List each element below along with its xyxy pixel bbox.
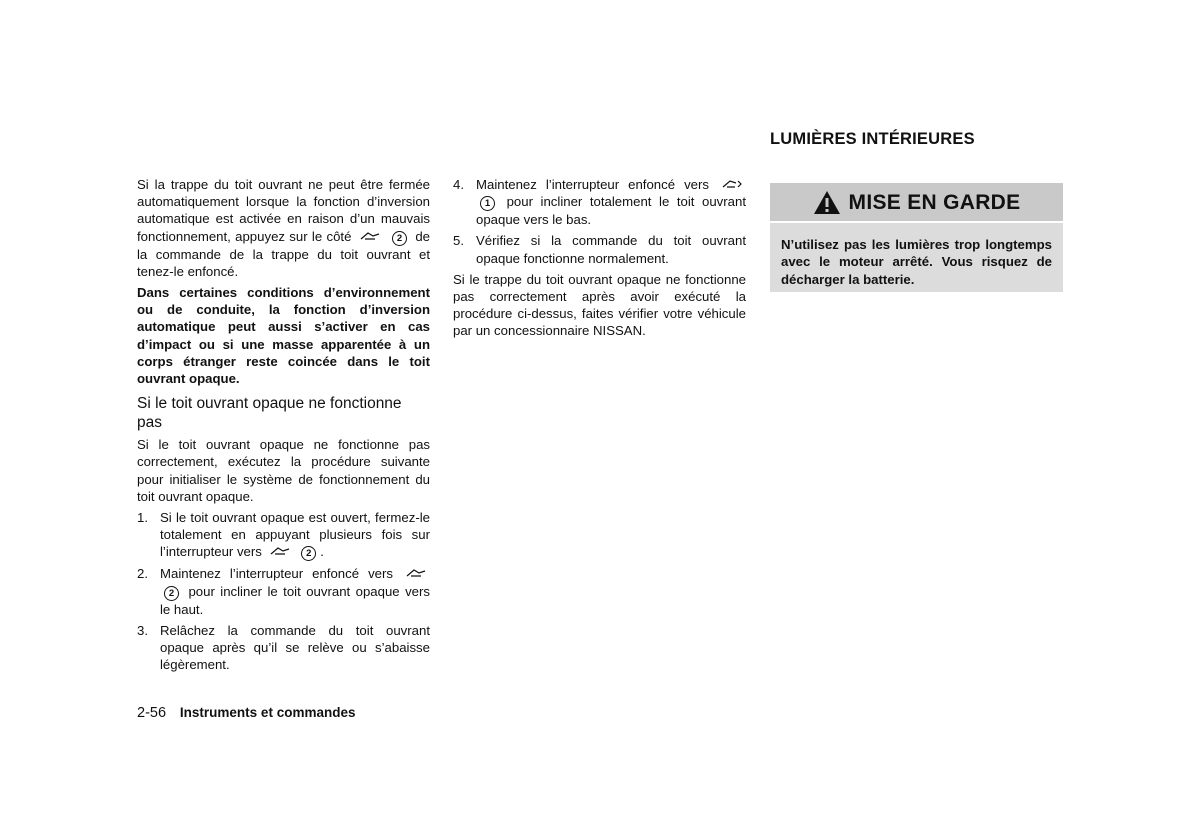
step-text: Maintenez l’interrupteur enfoncé vers	[476, 177, 709, 192]
list-item	[137, 622, 430, 674]
paragraph-text: de la commande de la trappe du toit ouvrant et tenez-le enfoncé.	[137, 228, 431, 279]
step-text: Si le toit ouvrant opaque est ouvert, fermez-le totalement en appuyant plusieurs fois sur l’interrupteur vers	[160, 510, 430, 560]
step-text: pour incliner le toit ouvrant opaque vers le haut.	[160, 583, 430, 617]
warning-box	[770, 183, 1063, 292]
step-number: 5.	[453, 233, 464, 249]
circled-number: 1	[480, 196, 495, 211]
step-number: 3.	[137, 622, 148, 638]
roof-tilt-switch-icon	[359, 230, 381, 242]
left-column	[137, 176, 430, 677]
circled-number: 2	[392, 231, 407, 246]
closing-paragraph: Si le trappe du toit ouvrant opaque ne fonctionne pas correctement après avoir exécuté la procédure ci-dessus, faites vérifier votre véhicule par un concessionnaire NISSAN.	[453, 271, 746, 339]
list-item	[137, 509, 430, 561]
section-title: LUMIÈRES INTÉRIEURES	[770, 130, 975, 148]
bold-note: Dans certaines conditions d’environnement ou de conduite, la fonction d’inversion automatique peut aussi s’activer en cas d’impact ou si une masse apparentée à un corps étranger reste coincée dans le toit ouvrant opaque.	[137, 285, 430, 387]
step-text: Maintenez l’interrupteur enfoncé vers	[160, 566, 393, 582]
warning-header	[770, 183, 1063, 223]
step-text: Vérifiez si la commande du toit ouvrant opaque fonctionne normalement.	[476, 233, 746, 266]
paragraph-auto-reverse	[137, 176, 430, 280]
roof-close-switch-icon	[721, 178, 743, 190]
warning-triangle-icon	[813, 190, 841, 215]
roof-tilt-switch-icon	[405, 567, 427, 579]
middle-column	[453, 176, 746, 344]
list-item	[453, 176, 746, 228]
procedure-list	[453, 176, 746, 267]
circled-number: 2	[164, 586, 179, 601]
circled-number: 2	[301, 546, 316, 561]
step-number: 2.	[137, 566, 148, 582]
list-item	[137, 565, 430, 617]
subheading: Si le toit ouvrant opaque ne fonctionne pas	[137, 395, 402, 432]
page-footer	[137, 704, 355, 721]
warning-title: MISE EN GARDE	[848, 190, 1021, 214]
page-number: 2-56	[137, 705, 167, 721]
step-text: .	[320, 544, 324, 560]
step-number: 4.	[453, 177, 464, 192]
step-number: 1.	[137, 510, 148, 526]
paragraph-text: Si la trappe du toit ouvrant ne peut être fermée automatiquement lorsque la fonction d’inversion automatique est activée en raison d’un mauvais fonctionnement, appuyez sur le côté	[137, 177, 430, 244]
intro-paragraph: Si le toit ouvrant opaque ne fonctionne pas correctement, exécutez la procédure suivante pour initialiser le système de fonctionnement du toit ouvrant opaque.	[137, 437, 430, 504]
roof-tilt-switch-icon	[269, 545, 291, 557]
list-item	[453, 232, 746, 266]
step-text: Relâchez la commande du toit ouvrant opaque après qu’il se relève ou s’abaisse légèrement.	[160, 622, 430, 673]
section-name: Instruments et commandes	[179, 705, 356, 720]
procedure-list	[137, 509, 430, 673]
right-column	[770, 131, 1064, 292]
warning-text: N’utilisez pas les lumières trop longtemps avec le moteur arrêté. Vous risquez de décharger la batterie.	[781, 237, 1052, 287]
step-text: pour incliner totalement le toit ouvrant opaque vers le bas.	[476, 194, 746, 228]
